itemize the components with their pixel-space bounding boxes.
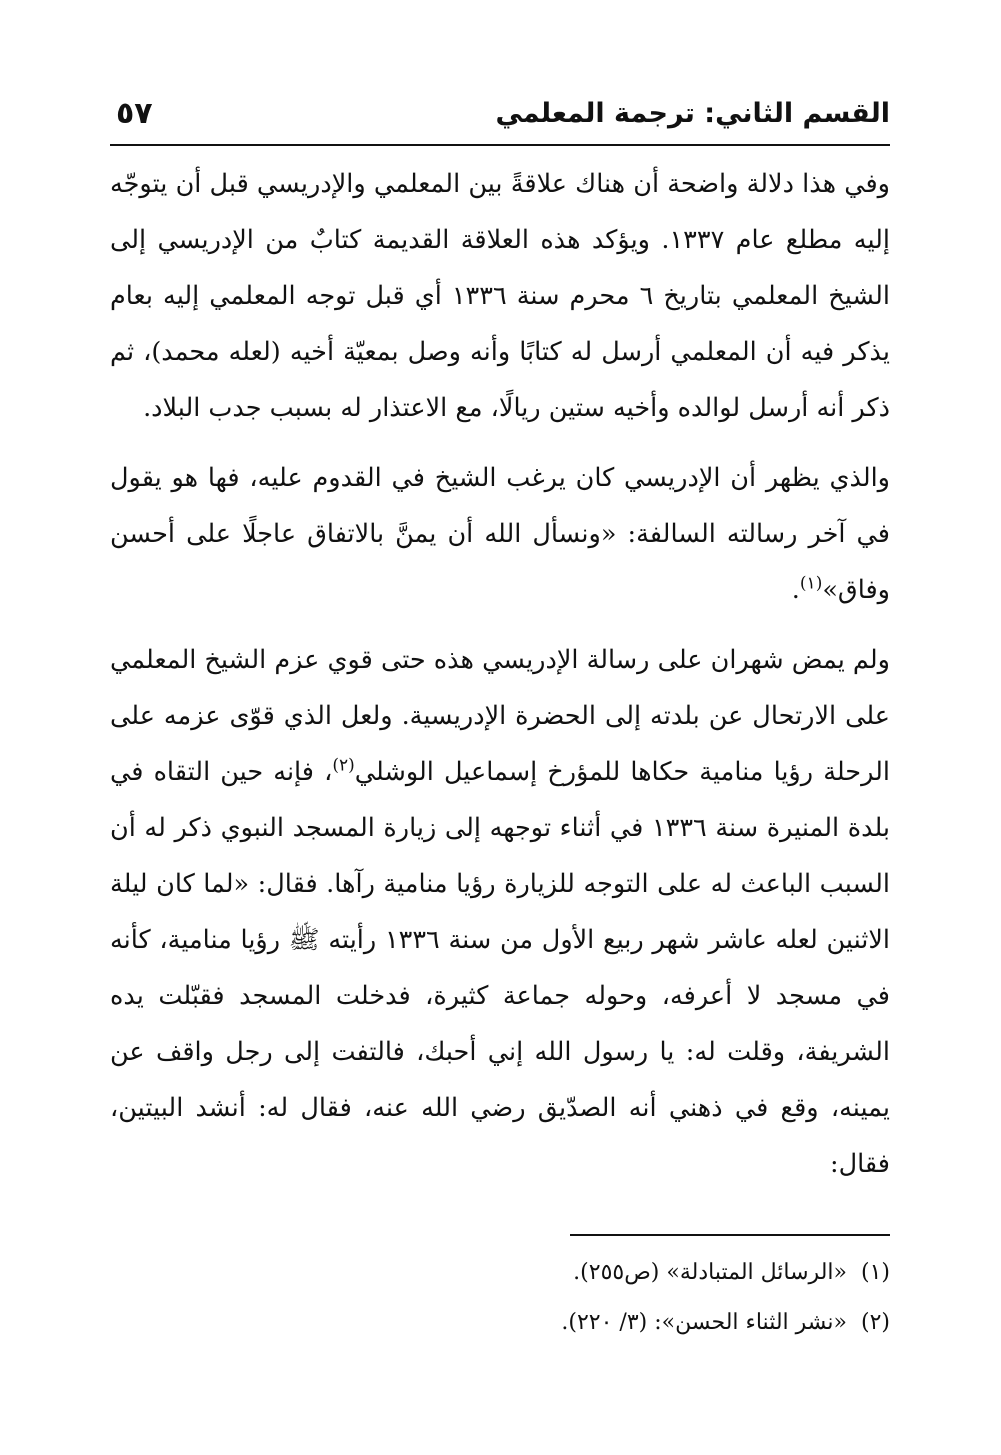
paragraph-2-end: . (791, 575, 800, 605)
footnote-2 (110, 1298, 890, 1348)
footnote-ref-2[interactable]: (٢) (332, 755, 355, 776)
footnotes (110, 1248, 890, 1348)
footnote-text: «الرسائل المتبادلة» (ص٢٥٥). (573, 1260, 847, 1285)
footnote-number: (١) (860, 1260, 890, 1285)
footnote-ref-1[interactable]: (١) (799, 573, 823, 594)
paragraph-2 (110, 450, 890, 618)
paragraph-1: وفي هذا دلالة واضحة أن هناك علاقةً بين المعلمي والإدريسي قبل أن يتوجّه إليه مطلع عام ١٣٣٧. ويؤكد هذه العلاقة القديمة كتابٌ من الإدريسي إلى الشيخ المعلمي بتاريخ ٦ محرم سنة ١٣٣٦ أي قبل توجه المعلمي إليه بعام يذكر فيه أن المعلمي أرسل له كتابًا وأنه وصل بمعيّة أخيه (لعله محمد)، ثم ذكر أنه أرسل لوالده وأخيه ستين ريالًا، مع الاعتذار له بسبب جدب البلاد. (110, 169, 890, 423)
body-text (110, 156, 890, 1192)
page-number: ٥٧ (116, 96, 153, 131)
footnote-text: «نشر الثناء الحسن»: (٣/ ٢٢٠). (561, 1310, 847, 1335)
footnote-1 (110, 1248, 890, 1298)
paragraph-3-text-a: ولم يمض شهران على رسالة الإدريسي هذه حتى قوي عزم الشيخ المعلمي على الارتحال عن بلدته إلى الحضرة الإدريسية. ولعل الذي قوّى عزمه على الرحلة رؤيا منامية حكاها للمؤرخ إسماعيل الوشلي (110, 645, 890, 787)
footnote-divider (570, 1234, 890, 1236)
footnote-number: (٢) (860, 1310, 890, 1335)
paragraph-3-text-b: ، فإنه حين التقاه في بلدة المنيرة سنة ١٣٣٦ في أثناء توجهه إلى زيارة المسجد النبوي ذكر له أن السبب الباعث له على التوجه للزيارة رؤيا منامية رآها. فقال: «لما كان ليلة الاثنين لعله عاشر شهر ربيع الأول من سنة ١٣٣٦ رأيته ﷺ رؤيا منامية، كأنه في مسجد لا أعرفه، وحوله جماعة كثيرة، فدخلت المسجد فقبّلت يده الشريفة، وقلت له: يا رسول الله إني أحبك، فالتفت إلى رجل واقف عن يمينه، وقع في ذهني أنه الصدّيق رضي الله عنه، فقال له: أنشد البيتين، فقال: (110, 757, 890, 1179)
paragraph-2-text: والذي يظهر أن الإدريسي كان يرغب الشيخ في القدوم عليه، فها هو يقول في آخر رسالته السالفة: «ونسأل الله أن يمنَّ بالاتفاق عاجلًا على أحسن وفاق» (110, 463, 890, 605)
paragraph-3 (110, 632, 890, 1192)
page-header (110, 92, 890, 146)
running-title: القسم الثاني: ترجمة المعلمي (495, 98, 890, 129)
